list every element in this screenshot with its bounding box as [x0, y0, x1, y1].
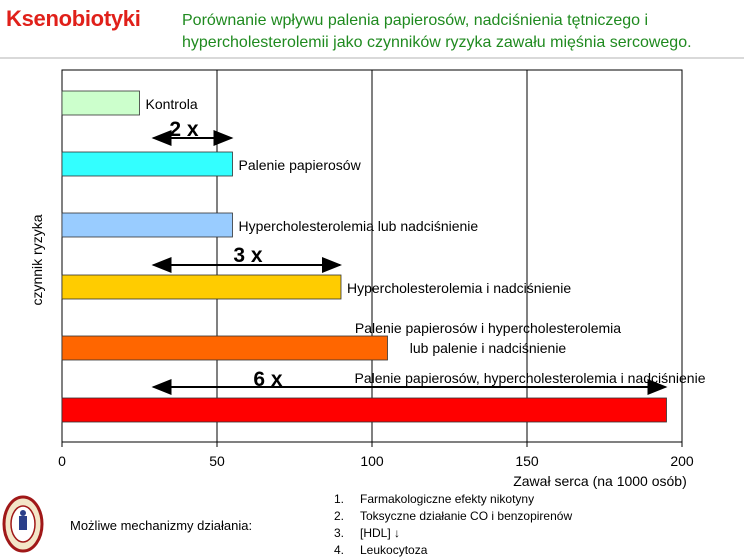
bar [62, 152, 233, 176]
bar-label: Hypercholesterolemia i nadciśnienie [347, 280, 572, 296]
mechanisms-list [334, 491, 572, 559]
ratio-label: 6 x [253, 368, 283, 391]
x-tick-label: 100 [360, 453, 384, 469]
list-text: [HDL] ↓ [360, 526, 401, 540]
y-axis-label: czynnik ryzyka [29, 214, 45, 306]
list-item [334, 508, 572, 525]
bar [62, 398, 667, 422]
x-tick-label: 200 [670, 453, 694, 469]
list-item [334, 542, 572, 559]
x-tick-label: 0 [58, 453, 66, 469]
bar [62, 275, 341, 299]
x-axis-label: Zawał serca (na 1000 osób) [513, 473, 687, 489]
bar-label: Kontrola [145, 96, 198, 112]
bar-label: Hypercholesterolemia lub nadciśnienie [238, 218, 479, 234]
bar [62, 91, 140, 115]
ratio-label: 2 x [169, 118, 199, 141]
list-item [334, 525, 572, 542]
x-tick-label: 50 [209, 453, 225, 469]
mechanisms-label: Możliwe mechanizmy działania: [70, 518, 253, 533]
page-subtitle: Porównanie wpływu palenia papierosów, nadciśnienia tętniczego i hypercholesterolemii jako czynników ryzyka zawału mięśnia sercowego. [182, 12, 692, 51]
list-text: Toksyczne działanie CO i benzopirenów [360, 509, 573, 523]
x-axis [58, 442, 694, 469]
list-text: Leukocytoza [360, 543, 428, 557]
bar-label: lub palenie i nadciśnienie [409, 340, 567, 356]
bar [62, 336, 388, 360]
bar-label: Palenie papierosów i hypercholesterolemia [354, 320, 622, 336]
page-title: Ksenobiotyki [6, 6, 141, 31]
x-tick-label: 150 [515, 453, 539, 469]
bar [62, 213, 233, 237]
university-seal-icon [2, 494, 44, 554]
list-number: 4. [334, 543, 345, 557]
list-number: 3. [334, 526, 345, 540]
list-number: 1. [334, 492, 345, 506]
list-item [334, 491, 572, 508]
list-number: 2. [334, 509, 345, 523]
bar-label: Palenie papierosów [238, 157, 361, 173]
bar-label: Palenie papierosów, hypercholesterolemia i nadciśnienie [354, 370, 706, 386]
ratio-label: 3 x [233, 244, 263, 267]
list-text: Farmakologiczne efekty nikotyny [360, 492, 535, 506]
